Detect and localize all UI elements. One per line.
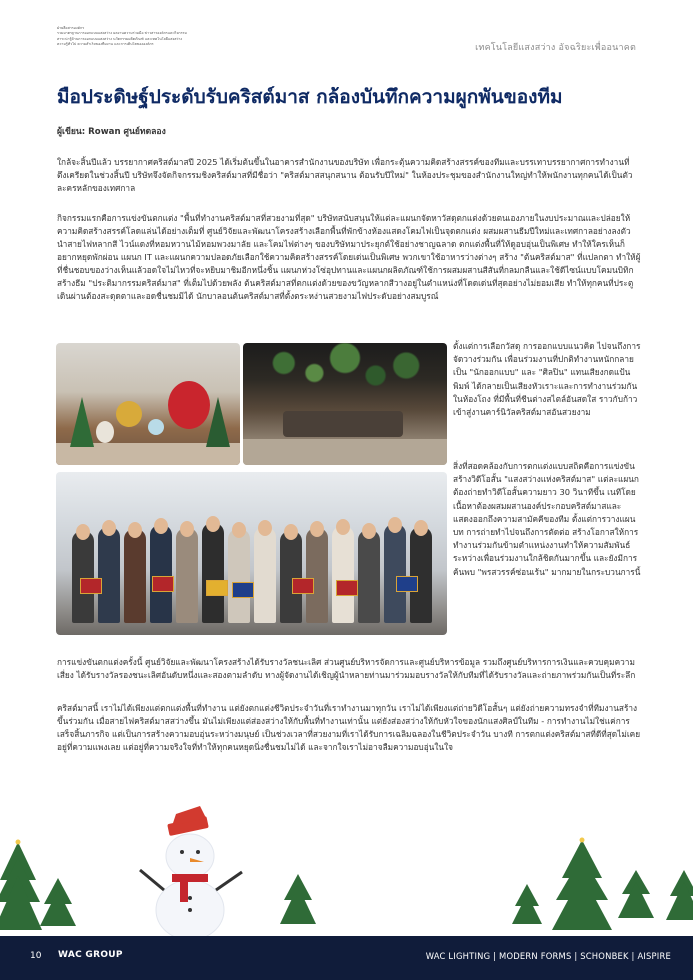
header-line: รวมมาตรฐานการออกแบบแสงสว่าง ผลงานความร่วมมือ ข่าวสารองค์กรและกิจกรรม — [57, 31, 187, 36]
christmas-decor-photo — [56, 343, 240, 465]
snowman-icon — [140, 806, 242, 940]
christmas-tree-icon — [40, 878, 76, 926]
header-line: สาระน่ารู้ด้านการออกแบบแสงสว่าง นวัตกรรมผลิตภัณฑ์ และเทคโนโลยีแสงสว่าง — [57, 36, 183, 41]
paragraph-intro: ใกล้จะสิ้นปีแล้ว บรรยากาศคริสต์มาสปี 2025 ได้เริ่มต้นขึ้นในอาคารสำนักงานของบริษัท เพื่อกระตุ้นความคิดสร้างสรรค์ของทีมและบรรเทาบรรยากาศการทำงานที่ตึงเครียดในช่วงสิ้นปี บริษัทจึงจัดกิจกรรมชิงคริสต์มาสที่มีชื่อว่า "คริสต์มาสสนุกสนาน ต้อนรับปีใหม่" ในห้องประชุมของสำนักงานใหญ่ทำให้พนักงานทุกคนได้เป็นตัวละครหลักของเทศกาล — [57, 157, 633, 193]
header-descriptor — [57, 26, 267, 48]
award-group-photo — [56, 472, 447, 635]
christmas-tree-icon — [666, 870, 693, 920]
paragraph-decorating: กิจกรรมแรกคือการแข่งขันตกแต่ง "พื้นที่ทำงานคริสต์มาสที่สวยงามที่สุด" บริษัทสนับสนุนให้แต่ละแผนกจัดหาวัสดุตกแต่งด้วยตนเองภายในงบประมาณและปล่อยให้ความคิดสร้างสรรค์โลดแล่นได้อย่างเต็มที่ ศูนย์วิจัยและพัฒนาโครงสร้างเลือกพื้นที่พักข้างห้องแสดงโคมไฟเป็นจุดตกแต่ง ผสมผสานธีมปีใหม่และเทศกาลอย่างลงตัว นำสายไฟหลากสี ไวน์แดงที่หอมหวานไม้หอมพวงมาลัย และโคมไฟต่างๆ ของบริษัทมาประยุกต์ใช้อย่างชาญฉลาด ตกแต่งพื้นที่ให้ดูอบอุ่นเป็นพิเศษ ทำให้ใครเห็นก็อยากหยุดพักผ่อน แผนก IT และแผนกความปลอดภัยเลือกใช้ความคิดสร้างสรรค์โดยเด่นเป็นพิเศษ พวกเขาใช้อาหารว่างต่างๆ สร้าง "ต้นคริสต์มาส" ที่แปลกตา ทำให้ผู้ที่ชื่นชอบของว่างเห็นแล้วอดใจไม่ไหวที่จะหยิบมาชิมอีกหนึ่งชิ้น แผนกห่วงโซ่อุปทานและแผนกผลิตภัณฑ์ใช้การผสมผสานสีสันที่กลมกลืนและใช้ดีไซน์แบบโคมนบิทิก สร้างธีม "ประติมากรรมคริสต์มาส" ที่เต็มไปด้วยพลัง ต้นคริสต์มาสที่ตกแต่งด้วยของขวัญหลากสีวางอยู่ในตำแหน่งที่โดดเด่นที่สุดอย่างไม่ยอมเสีย ทำให้ทุกคนที่ประตูเดินผ่านต้องสะดุดตาและอดชื่นชมมิได้ นักบาลอนต้นคริสต์มาสที่ตั้งตระหง่านสวยงามไฟประดับอย่างสมบูรณ์ — [57, 213, 641, 301]
paragraph-awards: การแข่งขันตกแต่งครั้งนี้ ศูนย์วิจัยและพัฒนาโครงสร้างได้รับรางวัลชนะเลิศ ส่วนศูนย์บริหารจัดการและศูนย์บริหารข้อมูล รวมถึงศูนย์บริหารการเงินและควบคุมความเสี่ยง ได้รับรางวัลรองชนะเลิศอันดับหนึ่งและสองตามลำดับ ทางผู้จัดงานได้เชิญผู้นำหลายท่านมาร่วมมอบรางวัลให้กับทีมที่ได้รับรางวัลและถ่ายภาพร่วมกันเป็นที่ระลึก — [57, 657, 636, 680]
winter-scene-illustration — [0, 790, 693, 940]
page-number: 10 — [30, 951, 42, 961]
lounge-plants-photo — [243, 343, 447, 465]
header-line: ฝ่ายสื่อสารองค์กร — [57, 26, 85, 30]
paragraph-side-video: สิ่งที่สอดคล้องกับการตกแต่งแบบสถิตคือการแข่งขันสร้างวิดีโอสั้น "แสงสว่างแห่งคริสต์มาส" แต่ละแผนกต้องถ่ายทำวิดีโอสั้นความยาว 30 วินาทีขึ้น เนทีโดยเนื้อหาต้องผสมผสานองค์ประกอบคริสต์มาสและแสดงออกถึงความสามัคคีของทีม ตั้งแต่การวางแผนบท การถ่ายทำไปจนถึงการตัดต่อ สร้างโอกาสให้การทำงานร่วมกันข้ามตำแหน่งงานทำให้ความสัมพันธ์ระหว่างเพื่อนร่วมงานใกล้ชิดกันมากขึ้น และยังมีการค้นพบ "พรสวรรค์ซ่อนเร้น" มากมายในกระบวนการนี้ — [453, 461, 641, 577]
footer-brand-list: WAC LIGHTING | MODERN FORMS | SCHONBEK | AISPIRE — [425, 951, 671, 961]
christmas-tree-icon — [280, 874, 316, 924]
section-title: เทคโนโลยีแสงสว่าง อัจฉริยะเพื่ออนาคต — [475, 43, 636, 53]
article-title: มือประดิษฐ์ประดับรับคริสต์มาส กล้องบันทึกความผูกพันของทีม — [57, 86, 563, 108]
header-line: ความรู้ทั่วไป ความสำเร็จของทีมงาน และการเติบโตขององค์กร — [57, 42, 154, 47]
christmas-tree-icon — [0, 842, 42, 930]
christmas-tree-icon — [552, 840, 612, 930]
article-byline: ผู้เขียน: Rowan ศูนย์ทดลอง — [57, 127, 166, 137]
paragraph-side-teamwork: ตั้งแต่การเลือกวัสดุ การออกแบบแนวคิด ไปจนถึงการจัดวางร่วมกัน เพื่อนร่วมงานที่ปกติทำงานหนักกลายเป็น "นักออกแบบ" และ "ศิลปิน" แทนเสียงกดแป้นพิมพ์ ได้กลายเป็นเสียงหัวเราะและการทำงานร่วมกันในห้องโถง ที่มีพื้นที่ชีนต่างสไตล์อันสดใส ราวกับก้าวเข้าสู่งานคาร์นิวัลคริสต์มาสอันสวยงาม — [453, 341, 641, 418]
christmas-tree-icon — [512, 884, 542, 924]
paragraph-closing: คริสต์มาสนี้ เราไม่ได้เพียงแต่ตกแต่งพื้นที่ทำงาน แต่ยังตกแต่งชีวิตประจำวันที่เราทำงานมาทุกวัน เราไม่ได้เพียงแต่ถ่ายวิดีโอสั้นๆ แต่ยังถ่ายความทรงจำที่ทีมงานสร้างขึ้นร่วมกัน เมื่อสายไฟคริสต์มาสสว่างขึ้น มันไม่เพียงแต่ส่องสว่างให้กับพื้นที่ทำงานเท่านั้น แต่ยังส่องสว่างให้กับหัวใจของนักแสงศิลป์ในทีม - การทำงานไม่ใช่แค่การเสร็จสิ้นภารกิจ แต่เป็นการสร้างความอบอุ่นระหว่างมนุษย์ เป็นช่วงเวลาที่สวยงามที่เราได้รับการเฉลิมฉลองในชีวิตประจำวัน บางที การตกแต่งคริสต์มาสที่ดีที่สุดไม่เคยอยู่ที่ความแพงเลย แต่อยู่ที่ความจริงใจที่ทำให้ทุกคนหยุดนิ่งชื่นชมไม่ได้ และจากใจเราไม่อาจลืมความอบอุ่นในใจ — [57, 703, 641, 752]
christmas-tree-icon — [618, 870, 654, 918]
footer-brand: WAC GROUP — [58, 950, 123, 960]
